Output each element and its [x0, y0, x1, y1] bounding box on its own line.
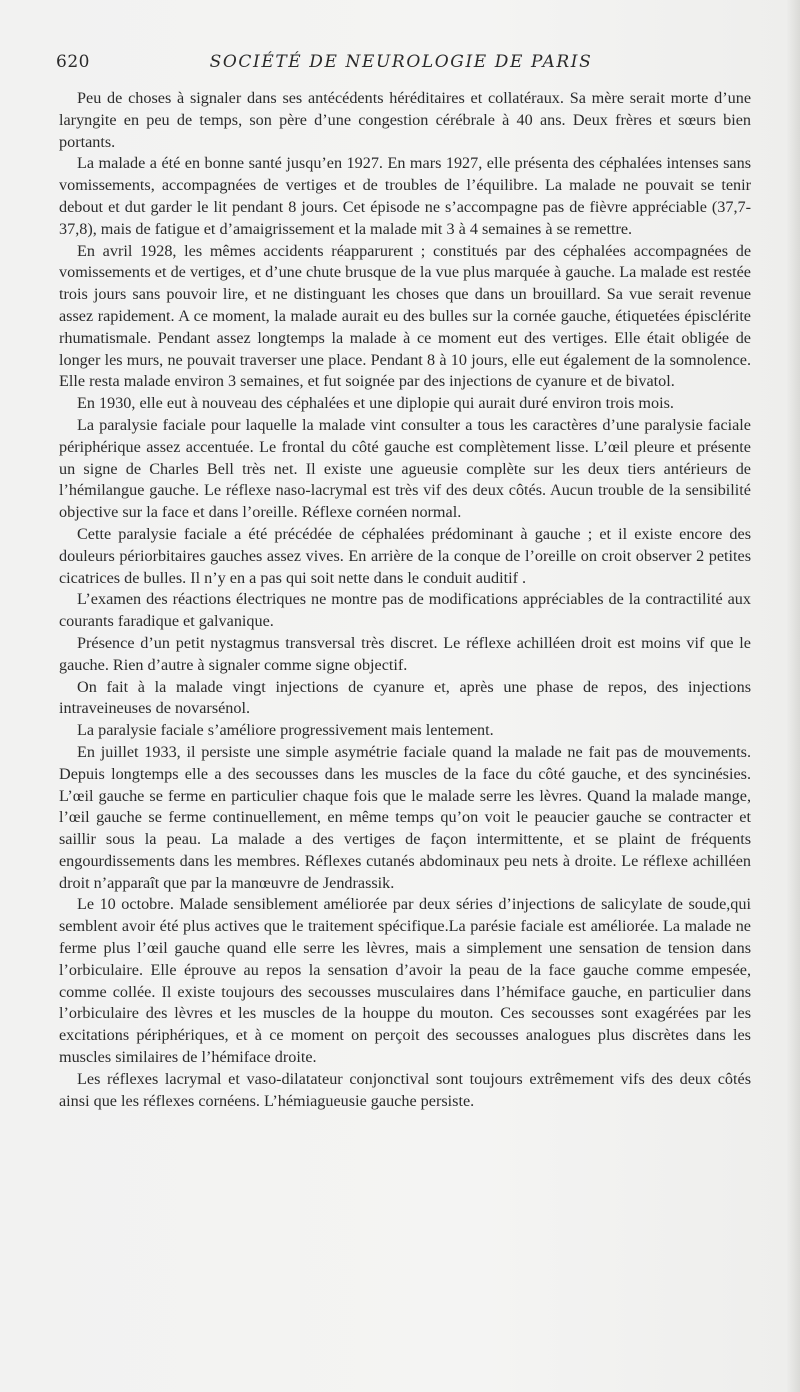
body-text — [59, 88, 751, 1112]
paragraph-periorbital-pain: Cette paralysie faciale a été précédée de céphalées prédominant à gauche ; et il existe encore des douleurs périorbitaires gauches assez vives. En arrière de la conque de l’oreille on croit observer 2 petites cicatrices de bulles. Il n’y en a pas qui soit nette dans le conduit auditif . — [59, 524, 751, 587]
paragraph-improvement: La paralysie faciale s’améliore progressivement mais lentement. — [77, 721, 494, 740]
paragraph-1928-episode: En avril 1928, les mêmes accidents réapparurent ; constitués par des céphalées accompagnées de vomissements et de vertiges, et d’une chute brusque de la vue plus marquée à gauche. La malade est restée trois jours sans pouvoir lire, et ne distinguant les choses que dans un brouillard. Sa vue serait revenue assez rapidement. A ce moment, la malade aurait eu des bulles sur la cornée gauche, étiquetées épisclérite rhumatismale. Pendant assez longtemps la malade à ce moment eut des vertiges. Elle était obligée de longer les murs, ne pouvait traverser une place. Pendant 8 à 10 jours, elle eut également de la somnolence. Elle resta malade environ 3 semaines, et fut soignée par des injections de cyanure et de bivatol. — [59, 241, 751, 391]
paragraph-october: Le 10 octobre. Malade sensiblement améliorée par deux séries d’injections de salicylate de soude,qui semblent avoir été plus actives que le traitement spécifique.La parésie faciale est améliorée. La malade ne ferme plus l’œil gauche quand elle serre les lèvres, mais a simplement une sensation de tension dans l’orbiculaire. Elle éprouve au repos la sensation d’avoir la peau de la face gauche comme empesée, comme collée. Il existe toujours des secousses musculaires dans l’hémiface gauche, en particulier dans l’orbiculaire des lèvres et les muscles de la houppe du mouton. Ces secousses sont exagérées par les excitations périphériques, et à ce moment on perçoit des secousses analogues plus discrètes dans les muscles similaires de l’hémiface droite. — [59, 895, 751, 1067]
paragraph-july-1933: En juillet 1933, il persiste une simple asymétrie faciale quand la malade ne fait pas de mouvements. Depuis longtemps elle a des secousses dans les muscles de la face du côté gauche, et des syncinésies. L’œil gauche se ferme en particulier chaque fois que le malade serre les lèvres. Quand la malade mange, l’œil gauche se ferme continuellement, en même temps qu’on voit le peaucier gauche se contracter et saillir sous la peau. La malade a des vertiges de façon intermittente, et se plaint de fréquents engourdissements dans les membres. Réflexes cutanés abdominaux peu nets à droite. Le réflexe achilléen droit n’apparaît que par la manœuvre de Jendrassik. — [59, 742, 751, 892]
page-number: 620 — [56, 52, 90, 72]
paragraph-1930-episode: En 1930, elle eut à nouveau des céphalées et une diplopie qui aurait duré environ trois mois. — [77, 394, 674, 413]
paragraph-1927-episode: La malade a été en bonne santé jusqu’en 1927. En mars 1927, elle présenta des céphalées intenses sans vomissements, accompagnées de vertiges et de troubles de l’équilibre. La malade ne pouvait se tenir debout et dut garder le lit pendant 8 jours. Cet épisode ne s’accompagne pas de fièvre appréciable (37,7-37,8), mais de fatigue et d’amaigrissement et la malade mit 3 à 4 semaines à se remettre. — [59, 154, 751, 238]
page-edge-shadow — [786, 0, 800, 1392]
paragraph-nystagmus: Présence d’un petit nystagmus transversal très discret. Le réflexe achilléen droit est moins vif que le gauche. Rien d’autre à signaler comme signe objectif. — [59, 633, 751, 674]
paragraph-family-history: Peu de choses à signaler dans ses antécédents héréditaires et collatéraux. Sa mère serait morte d’une laryngite en peu de temps, son père d’une congestion cérébrale à 40 ans. Deux frères et sœurs bien portants. — [59, 89, 751, 151]
paragraph-treatment: On fait à la malade vingt injections de cyanure et, après une phase de repos, des injections intraveineuses de novarsénol. — [59, 677, 751, 718]
paragraph-electrical-exam: L’examen des réactions électriques ne montre pas de modifications appréciables de la contractilité aux courants faradique et galvanique. — [59, 590, 751, 631]
paragraph-facial-paralysis: La paralysie faciale pour laquelle la malade vint consulter a tous les caractères d’une paralysie faciale périphérique assez accentuée. Le frontal du côté gauche est complètement lisse. L’œil pleure et présente un signe de Charles Bell très net. Il existe une agueusie complète sur les deux tiers antérieurs de l’hémilangue gauche. Le réflexe naso-lacrymal est très vif des deux côtés. Aucun trouble de la sensibilité objective sur la face et dans l’oreille. Réflexe cornéen normal. — [59, 415, 751, 522]
paragraph-reflexes: Les réflexes lacrymal et vaso-dilatateur conjonctival sont toujours extrêmement vifs des deux côtés ainsi que les réflexes cornéens. L’hémiagueusie gauche persiste. — [59, 1069, 751, 1110]
page-header — [56, 52, 746, 78]
running-title: SOCIÉTÉ DE NEUROLOGIE DE PARIS — [209, 52, 593, 72]
